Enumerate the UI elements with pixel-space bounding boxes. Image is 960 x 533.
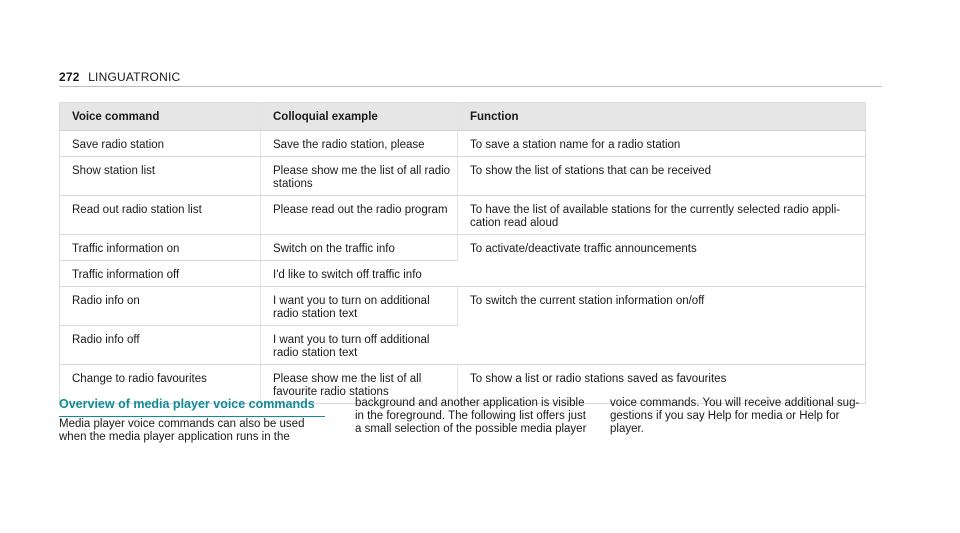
column-header: Colloquial example — [261, 103, 458, 131]
voice-command-table — [59, 102, 866, 404]
function-cell: To have the list of available stations for the currently selected radio appli-cation read aloud — [458, 196, 866, 235]
table-row — [60, 131, 866, 157]
table-row — [60, 196, 866, 235]
voice-command-cell: Radio info off — [60, 326, 261, 365]
section-name: LINGUATRONIC — [88, 70, 181, 84]
function-cell: To save a station name for a radio station — [458, 131, 866, 157]
colloquial-example-cell: I want you to turn on additional radio station text — [261, 287, 458, 326]
colloquial-example-cell: Please read out the radio program — [261, 196, 458, 235]
table-row — [60, 235, 866, 261]
column-header: Function — [458, 103, 866, 131]
function-cell: To show the list of stations that can be received — [458, 157, 866, 196]
body-text-column-2: background and another application is visible in the foreground. The following list offers just a small selection of the possible media player — [355, 397, 587, 435]
table-row — [60, 157, 866, 196]
voice-command-cell: Change to radio favourites — [60, 365, 261, 404]
voice-command-cell: Radio info on — [60, 287, 261, 326]
colloquial-example-cell: I want you to turn off additional radio station text — [261, 326, 458, 365]
voice-command-cell: Save radio station — [60, 131, 261, 157]
colloquial-example-cell: Please show me the list of all favourite radio stations — [261, 365, 458, 404]
voice-command-cell: Read out radio station list — [60, 196, 261, 235]
colloquial-example-cell: Switch on the traffic info — [261, 235, 458, 261]
body-text-column-1: Media player voice commands can also be used when the media player application runs in the — [59, 418, 305, 443]
colloquial-example-cell: Please show me the list of all radio stations — [261, 157, 458, 196]
voice-command-cell: Traffic information off — [60, 261, 261, 287]
section-heading: Overview of media player voice commands — [59, 397, 325, 417]
page-number: 272 — [59, 70, 80, 84]
body-text-column-3: voice commands. You will receive additional sug-gestions if you say Help for media or Help for player. — [610, 397, 860, 435]
voice-command-cell: Traffic information on — [60, 235, 261, 261]
colloquial-example-cell: Save the radio station, please — [261, 131, 458, 157]
header-divider — [59, 86, 882, 87]
page-header — [59, 70, 180, 84]
voice-command-cell: Show station list — [60, 157, 261, 196]
colloquial-example-cell: I'd like to switch off traffic info — [261, 261, 458, 287]
column-header: Voice command — [60, 103, 261, 131]
table-header-row — [60, 103, 866, 131]
function-cell: To switch the current station information on/off — [458, 287, 866, 365]
table-row — [60, 287, 866, 326]
function-cell: To show a list or radio stations saved as favourites — [458, 365, 866, 404]
function-cell: To activate/deactivate traffic announcements — [458, 235, 866, 287]
